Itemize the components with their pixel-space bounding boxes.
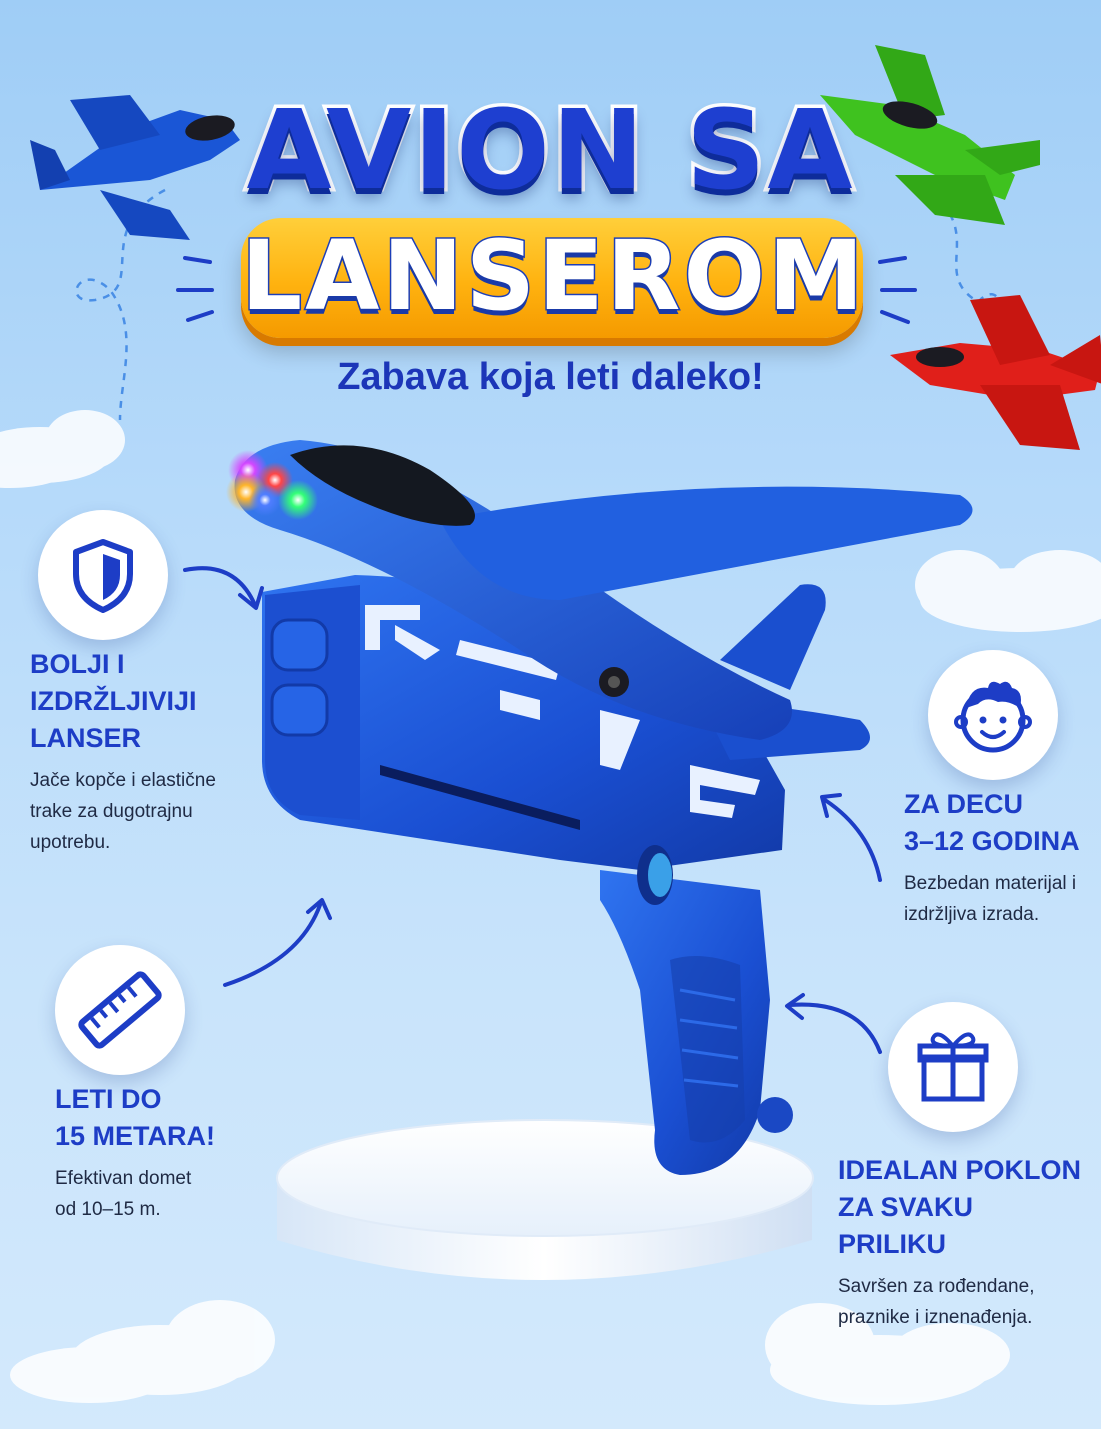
feature-gift-description: Savršen za rođendane, praznike i iznenađenja. xyxy=(838,1276,1035,1328)
title-line-1: AVION SA xyxy=(246,86,855,214)
feature-age-description: Bezbedan materijal i izdržljiva izrada. xyxy=(904,873,1077,925)
gift-icon-badge xyxy=(888,1002,1018,1132)
feature-range-description: Efektivan domet od 10–15 m. xyxy=(55,1168,192,1220)
shield-icon xyxy=(38,510,168,640)
ruler-icon xyxy=(55,945,185,1075)
feature-age-title: ZA DECU 3–12 GODINA xyxy=(904,789,1080,856)
shield-icon-badge xyxy=(38,510,168,640)
feature-launcher-description: Jače kopče i elastične trake za dugotrajnu upotrebu. xyxy=(30,770,216,853)
feature-gift-title: IDEALAN POKLON ZA SVAKU PRILIKU xyxy=(838,1155,1081,1259)
cloud-bottom-left xyxy=(10,1300,275,1403)
cloud-right xyxy=(915,550,1101,632)
cloud-left xyxy=(0,410,125,488)
feature-range xyxy=(55,1081,275,1225)
ruler-icon-badge xyxy=(55,945,185,1075)
feature-age xyxy=(904,786,1094,930)
feature-range-title: LETI DO 15 METARA! xyxy=(55,1084,216,1151)
feature-gift xyxy=(838,1152,1088,1333)
title-line-2: LANSEROM xyxy=(241,220,867,332)
child-face-icon xyxy=(928,650,1058,780)
feature-launcher xyxy=(30,646,270,858)
gift-icon xyxy=(888,1002,1018,1132)
child-face-icon-badge xyxy=(928,650,1058,780)
tagline: Zabava koja leti daleko! xyxy=(337,356,764,398)
feature-launcher-title: BOLJI I IZDRŽLJIVIJI LANSER xyxy=(30,649,197,753)
